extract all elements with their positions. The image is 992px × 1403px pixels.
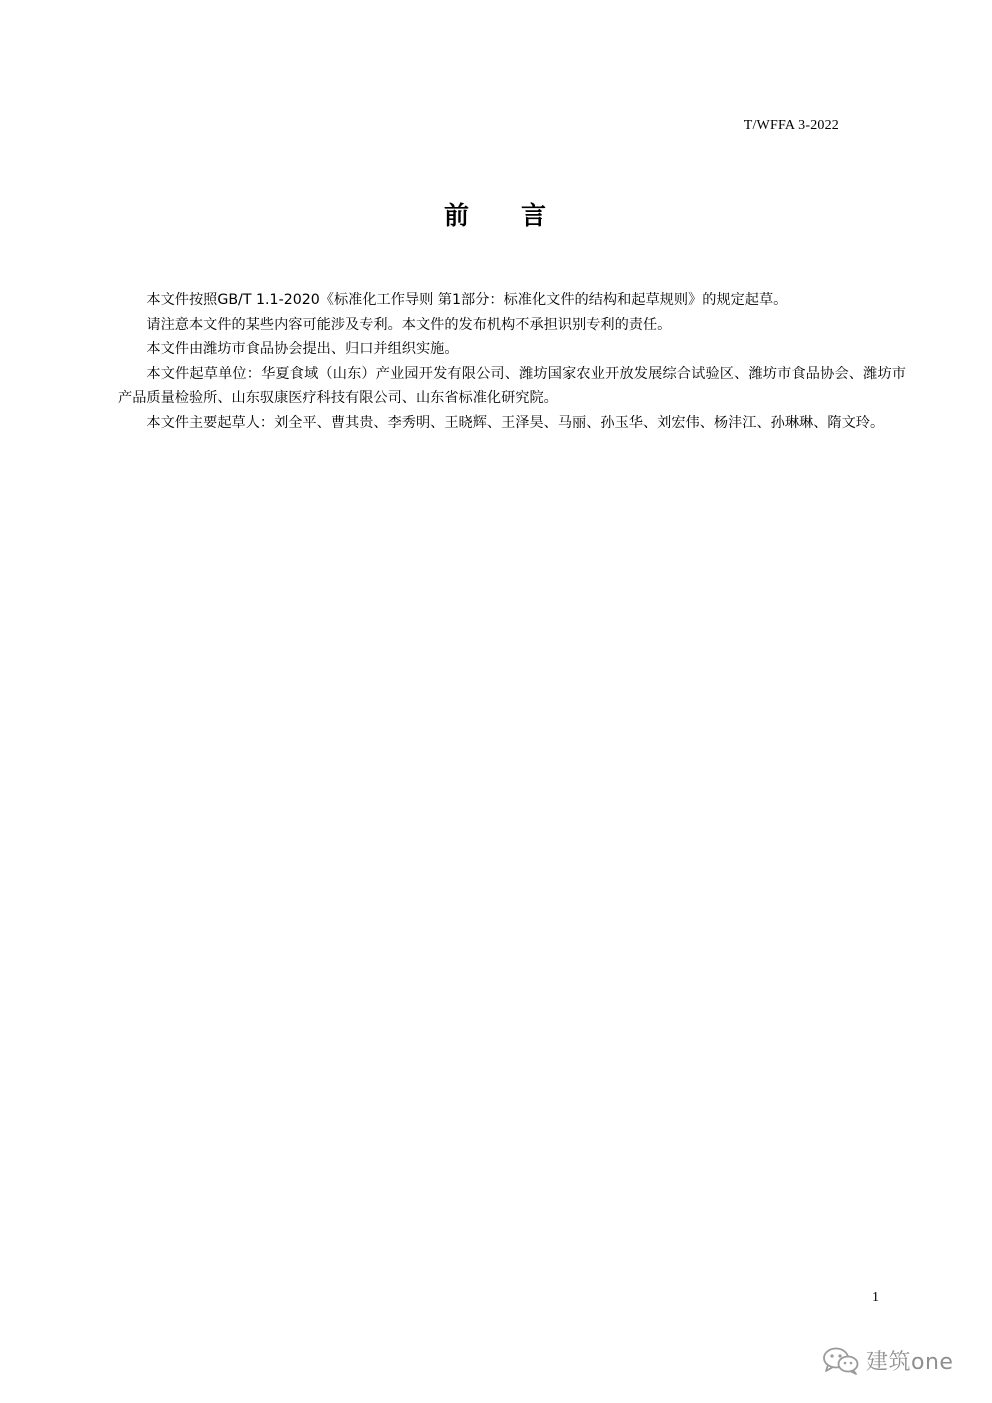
watermark xyxy=(822,1345,953,1376)
watermark-text: 建筑one xyxy=(866,1350,954,1375)
wechat-icon xyxy=(822,1346,860,1376)
page-title-part1: 前 xyxy=(443,201,471,230)
paragraph-drafters: 本文件主要起草人：刘全平、曹其贵、李秀明、王晓辉、王泽昊、马丽、孙玉华、刘宏伟、杨沣江、孙琳琳、隋文玲。 xyxy=(146,414,885,431)
paragraph-drafting-units: 本文件起草单位：华夏食域（山东）产业园开发有限公司、潍坊国家农业开放发展综合试验区、潍坊市食品协会、潍坊市产品质量检验所、山东驭康医疗科技有限公司、山东省标准化研究院。 xyxy=(118,365,906,406)
paragraph-patent-notice: 请注意本文件的某些内容可能涉及专利。本文件的发布机构不承担识别专利的责任。 xyxy=(146,316,672,333)
paragraph-standard-basis: 本文件按照GB/T 1.1-2020《标准化工作导则 第1部分：标准化文件的结构和起草规则》的规定起草。 xyxy=(146,292,788,308)
document-code: T/WFFA 3-2022 xyxy=(743,118,839,133)
page-title-part2: 言 xyxy=(521,201,549,230)
paragraph-proposer: 本文件由潍坊市食品协会提出、归口并组织实施。 xyxy=(146,341,459,357)
foreword-body xyxy=(118,288,906,435)
page-title xyxy=(0,196,992,232)
page-number: 1 xyxy=(872,1290,879,1305)
